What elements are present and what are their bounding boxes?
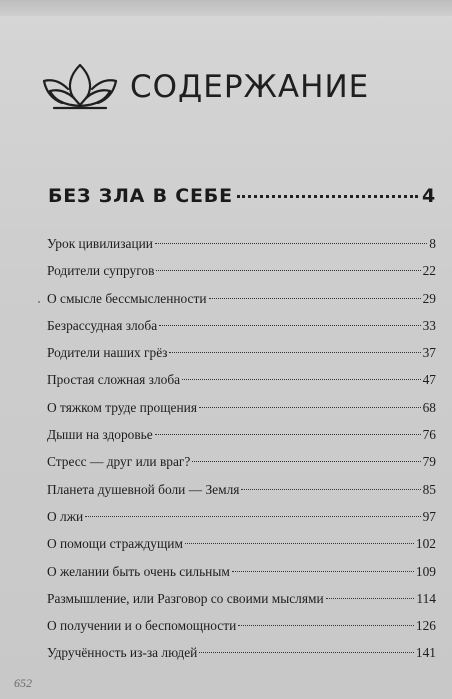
entry-title: Родители наших грёз [47,345,168,361]
contents-entry [47,530,436,557]
contents-entry [47,585,436,612]
section-page-number: 4 [421,185,436,207]
contents-entry [47,230,436,257]
entry-page-number: 47 [422,372,436,388]
leader-dots [85,516,420,517]
entry-page-number: 8 [429,236,436,251]
entry-title: О лжи [47,508,84,524]
contents-entry [47,476,436,503]
entry-title: Простая сложная злоба [47,372,181,388]
leader-dots [209,298,421,299]
entry-page-number: 102 [415,536,436,552]
page-edge-shadow [0,0,452,16]
contents-entry [47,257,436,284]
entry-title: Урок цивилизации [47,236,153,251]
entry-title: О помощи страждущим [47,536,183,552]
entry-page-number: 76 [422,427,436,443]
contents-entry [47,503,436,530]
leader-dots [237,195,418,198]
contents-entry [47,612,436,639]
entry-page-number: 109 [415,563,436,579]
contents-entry [47,285,436,312]
contents-entry [47,639,436,666]
leader-dots [185,543,414,544]
entry-title: Удручённость из-за людей [47,645,198,661]
entry-title: О желании быть очень сильным [47,563,230,579]
entry-title: Планета душевной боли — Земля [47,481,240,497]
entry-page-number: 126 [415,618,436,634]
leader-dots [238,625,414,626]
contents-entry [47,394,436,421]
entry-page-number: 37 [422,345,436,361]
contents-entry [47,339,436,366]
entry-page-number: 33 [422,317,436,333]
entry-page-number: 79 [422,454,436,470]
entry-title: О тяжком труде прощения [47,399,197,415]
entry-title: Размышление, или Разговор со своими мыслями [47,590,324,606]
entry-page-number: 114 [416,590,436,606]
leader-dots [192,461,420,462]
entry-title: Дыши на здоровье [47,427,153,443]
lotus-icon [40,61,120,113]
entry-page-number: 29 [422,290,436,306]
leader-dots [182,379,421,380]
contents-header [40,58,369,116]
section-title: БЕЗ ЗЛА В СЕБЕ [48,185,233,207]
entry-page-number: 85 [422,481,436,497]
leader-dots [159,325,420,326]
leader-dots [156,270,420,271]
leader-dots [155,243,427,244]
contents-list [47,230,436,667]
entry-title: Безрассудная злоба [47,317,158,333]
contents-entry [47,558,436,585]
entry-page-number: 22 [422,263,436,279]
section-heading [48,185,436,207]
entry-page-number: 68 [422,399,436,415]
entry-title: Родители супругов [47,263,155,279]
leader-dots [241,489,420,490]
entry-title: О смысле бессмысленности [47,290,207,306]
contents-entry [47,312,436,339]
entry-page-number: 141 [415,645,436,661]
contents-entry [47,448,436,475]
entry-title: Стресс — друг или враг? [47,454,191,470]
paper-speck [38,301,40,303]
page-number: 652 [14,676,32,690]
entry-title: О получении и о беспомощности [47,618,237,634]
leader-dots [199,652,414,653]
leader-dots [199,407,421,408]
contents-entry [47,366,436,393]
leader-dots [232,571,414,572]
leader-dots [169,352,420,353]
leader-dots [326,598,415,599]
entry-page-number: 97 [422,508,436,524]
contents-entry [47,421,436,448]
leader-dots [155,434,421,435]
page-title: СОДЕРЖАНИЕ [130,69,370,105]
